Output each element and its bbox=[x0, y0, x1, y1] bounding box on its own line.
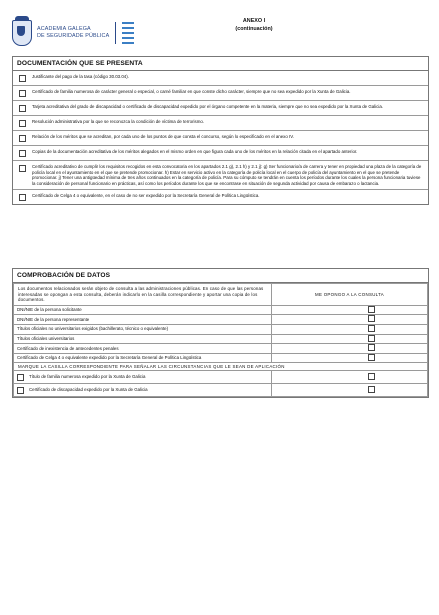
consulta-label: Títulos oficiales universitarios bbox=[14, 334, 272, 344]
table-row bbox=[14, 315, 428, 325]
oppose-checkbox[interactable] bbox=[368, 344, 375, 351]
circumstance-label: Certificado de discapacidad expedido por la Xunta de Galicia bbox=[29, 387, 148, 393]
circumstances-header: MARQUE LA CASILLA CORRESPONDIENTE PARA SEÑALAR LAS CIRCUNSTANCIAS QUE LE SEAN DE APLICACIÓN bbox=[14, 363, 428, 371]
doc-label: Justificante del pago de la tasa (código 30.03.04). bbox=[32, 74, 129, 79]
doc-row bbox=[13, 116, 428, 131]
academy-name: ACADEMIA GALEGA DE SEGURIDADE PÚBLICA bbox=[37, 26, 110, 39]
comprobacion-intro: Los documentos relacionados serán objeto de consulta a las administraciones públicas. En caso de que las personas interesadas se opongan a esta consulta, deberán indicarlo en la casilla correspondiente y aportar una copia de los documentos. bbox=[14, 284, 272, 306]
oppose-checkbox[interactable] bbox=[368, 373, 375, 380]
doc-row bbox=[13, 131, 428, 146]
doc-label: Certificado de Celga 4 o equivalente, en el caso de no ser expedido por la Secretaría General de Política Lingüística. bbox=[32, 193, 260, 199]
doc-label: Resolución administrativa por la que se reconozca la condición de víctima de terrorismo. bbox=[32, 119, 205, 124]
documentacion-title: DOCUMENTACIÓN QUE SE PRESENTA bbox=[13, 57, 428, 71]
xunta-logo-icon bbox=[122, 22, 134, 44]
consulta-label: Títulos oficiales no universitarios exigidos (bachillerato, técnico o equivalente) bbox=[14, 324, 272, 334]
oppose-checkbox[interactable] bbox=[368, 386, 375, 393]
circumstance-checkbox[interactable] bbox=[17, 374, 24, 381]
oppose-checkbox[interactable] bbox=[368, 306, 375, 313]
table-row bbox=[14, 324, 428, 334]
doc-checkbox[interactable] bbox=[19, 75, 26, 82]
page-header bbox=[12, 18, 427, 52]
doc-row bbox=[13, 86, 428, 101]
doc-label: Relación de los méritos que se acreditan, por cada uno de los puntos de que consta el concurso, según lo especificado en el anexo IV. bbox=[32, 134, 294, 139]
doc-label: Certificado de familia numerosa de carácter general o especial, o carné familiar en que conste dicho carácter, siempre que no sea expedido por la Xunta de Galicia. bbox=[32, 89, 351, 94]
table-row bbox=[14, 334, 428, 344]
doc-label: Copias de la documentación acreditativa de los méritos alegados en el mismo orden en que figura cada uno de los méritos en la relación citada en el apartado anterior. bbox=[32, 149, 358, 154]
doc-checkbox[interactable] bbox=[19, 194, 26, 201]
consulta-label: Certificado de Celga 4 o equivalente expedido por la Secretaría General de Política Lingüística bbox=[14, 353, 272, 363]
comprobacion-title: COMPROBACIÓN DE DATOS bbox=[13, 269, 428, 283]
table-row bbox=[14, 384, 428, 397]
doc-checkbox[interactable] bbox=[19, 150, 26, 157]
logo-divider bbox=[115, 22, 116, 44]
anexo-heading bbox=[224, 17, 284, 33]
academy-crest-icon bbox=[12, 20, 32, 46]
oppose-checkbox[interactable] bbox=[368, 335, 375, 342]
consulta-label: Certificado de inexistencia de antecedentes penales bbox=[14, 344, 272, 354]
table-row bbox=[14, 371, 428, 384]
doc-row bbox=[13, 146, 428, 161]
doc-label: Certificado acreditativo de cumplir los requisitos recogidos en esta convocatoria en los apartados 2.1 g), 2.1 h) y 2.1 j): g) Ser funcionario/a de carrera y tener en propiedad una plaza de la categoría de policía local en el ayuntamiento en el que se pretende promocionar. h) Estar en servicio activo en la categoría de policía local en el cuerpo de policía del ayuntamiento en el que se pretende promocionar. j) Tener una antigüedad mínima de tres años continuados en la categoría de policía. Para su cómputo se tendrán en cuenta los períodos durante los cuales la persona funcionaria tuviese la consideración de personal funcionario en prácticas, así como los períodos durante los que se encontrase en situación de segunda actividad por causa de embarazo o lactancia. bbox=[32, 164, 422, 186]
doc-checkbox[interactable] bbox=[19, 135, 26, 142]
doc-row bbox=[13, 101, 428, 116]
consulta-label: DNI/NIE de la persona representante bbox=[14, 315, 272, 325]
oppose-header: ME OPONGO A LA CONSULTA bbox=[272, 284, 428, 306]
doc-row bbox=[13, 161, 428, 190]
documentacion-section bbox=[12, 56, 429, 205]
doc-checkbox[interactable] bbox=[19, 120, 26, 127]
consulta-label: DNI/NIE de la persona solicitante bbox=[14, 305, 272, 315]
doc-row bbox=[13, 190, 428, 204]
logos bbox=[12, 20, 134, 46]
circumstance-checkbox[interactable] bbox=[17, 387, 24, 394]
oppose-checkbox[interactable] bbox=[368, 354, 375, 361]
circumstance-label: Título de familia numerosa expedido por la Xunta de Galicia bbox=[29, 374, 146, 380]
anexo-subtitle: (continuación) bbox=[235, 26, 273, 32]
doc-checkbox[interactable] bbox=[19, 90, 26, 97]
oppose-checkbox[interactable] bbox=[368, 315, 375, 322]
comprobacion-table bbox=[13, 283, 428, 397]
doc-row bbox=[13, 71, 428, 86]
table-row bbox=[14, 305, 428, 315]
oppose-checkbox[interactable] bbox=[368, 325, 375, 332]
doc-checkbox[interactable] bbox=[19, 165, 26, 172]
doc-checkbox[interactable] bbox=[19, 105, 26, 112]
table-row bbox=[14, 344, 428, 354]
doc-label: Tarjeta acreditativa del grado de discapacidad o certificado de discapacidad expedido por el órgano competente en la materia, siempre que no sea expedido por la Xunta de Galicia. bbox=[32, 104, 383, 109]
comprobacion-section bbox=[12, 268, 429, 398]
table-row bbox=[14, 353, 428, 363]
anexo-title: ANEXO I bbox=[242, 18, 266, 24]
